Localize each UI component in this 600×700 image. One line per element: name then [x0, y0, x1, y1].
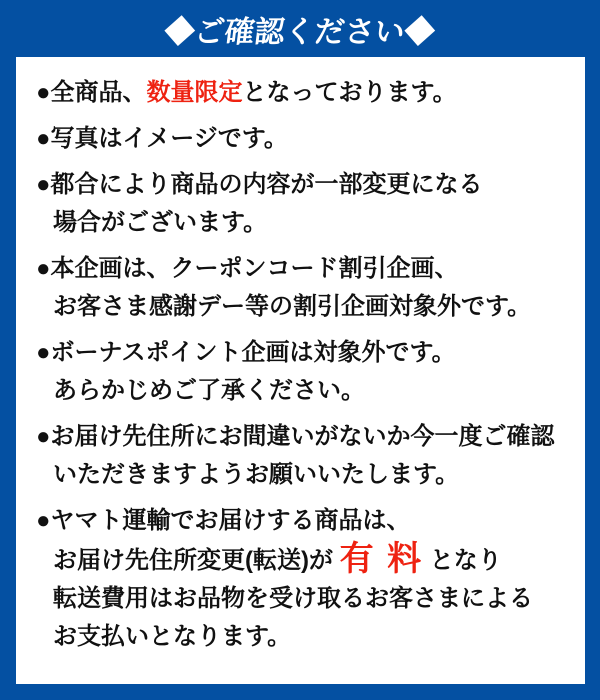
notice-text: ●本企画は、クーポンコード割引企画、 [36, 255, 459, 282]
notice-line [36, 334, 571, 372]
notice-text: ●ボーナスポイント企画は対象外です。 [36, 339, 456, 366]
notice-paragraph [36, 120, 571, 158]
notice-text: あらかじめご了承ください。 [53, 377, 365, 404]
notice-line [36, 580, 571, 618]
notice-line [36, 372, 571, 410]
notice-text-highlight: 有 料 [339, 540, 424, 578]
notice-line [36, 618, 571, 656]
notice-text-highlight: 数量限定 [146, 79, 243, 106]
notice-paragraph [36, 334, 571, 410]
notice-text: お客さま感謝デー等の割引企画対象外です。 [53, 293, 532, 320]
notice-line [36, 540, 571, 580]
notice-line [36, 502, 571, 540]
notice-paragraph [36, 74, 571, 112]
notice-text: となっております。 [242, 79, 457, 106]
notice-text: 転送費用はお品物を受け取るお客さまによる [53, 585, 533, 612]
notice-line [36, 166, 571, 204]
notice-text: となり [423, 547, 502, 574]
notice-box [16, 57, 585, 684]
notice-line [36, 204, 571, 242]
notice-line [36, 288, 571, 326]
banner-header [0, 0, 600, 57]
notice-paragraph [36, 166, 571, 242]
notice-line [36, 120, 571, 158]
notice-text: ●都合により商品の内容が一部変更になる [36, 171, 483, 198]
banner-title: ◆ご確認ください◆ [162, 15, 437, 49]
notice-text: ●全商品、 [36, 79, 147, 106]
notice-text: お支払いとなります。 [53, 623, 292, 650]
notice-paragraph [36, 250, 571, 326]
notice-text: ●ヤマト運輸でお届けする商品は、 [36, 507, 411, 534]
notice-line [36, 456, 571, 494]
notice-text: いただきますようお願いいたします。 [53, 461, 460, 488]
notice-paragraph [36, 418, 571, 494]
notice-line [36, 418, 571, 456]
notice-line [36, 250, 571, 288]
notice-line [36, 74, 571, 112]
notice-text: ●写真はイメージです。 [36, 125, 288, 152]
notice-text: ●お届け先住所にお間違いがないか今一度ご確認 [36, 423, 555, 450]
notice-text: お届け先住所変更(転送)が [53, 547, 340, 574]
notice-list [36, 74, 571, 656]
notice-paragraph [36, 502, 571, 656]
notice-text: 場合がございます。 [53, 209, 268, 236]
